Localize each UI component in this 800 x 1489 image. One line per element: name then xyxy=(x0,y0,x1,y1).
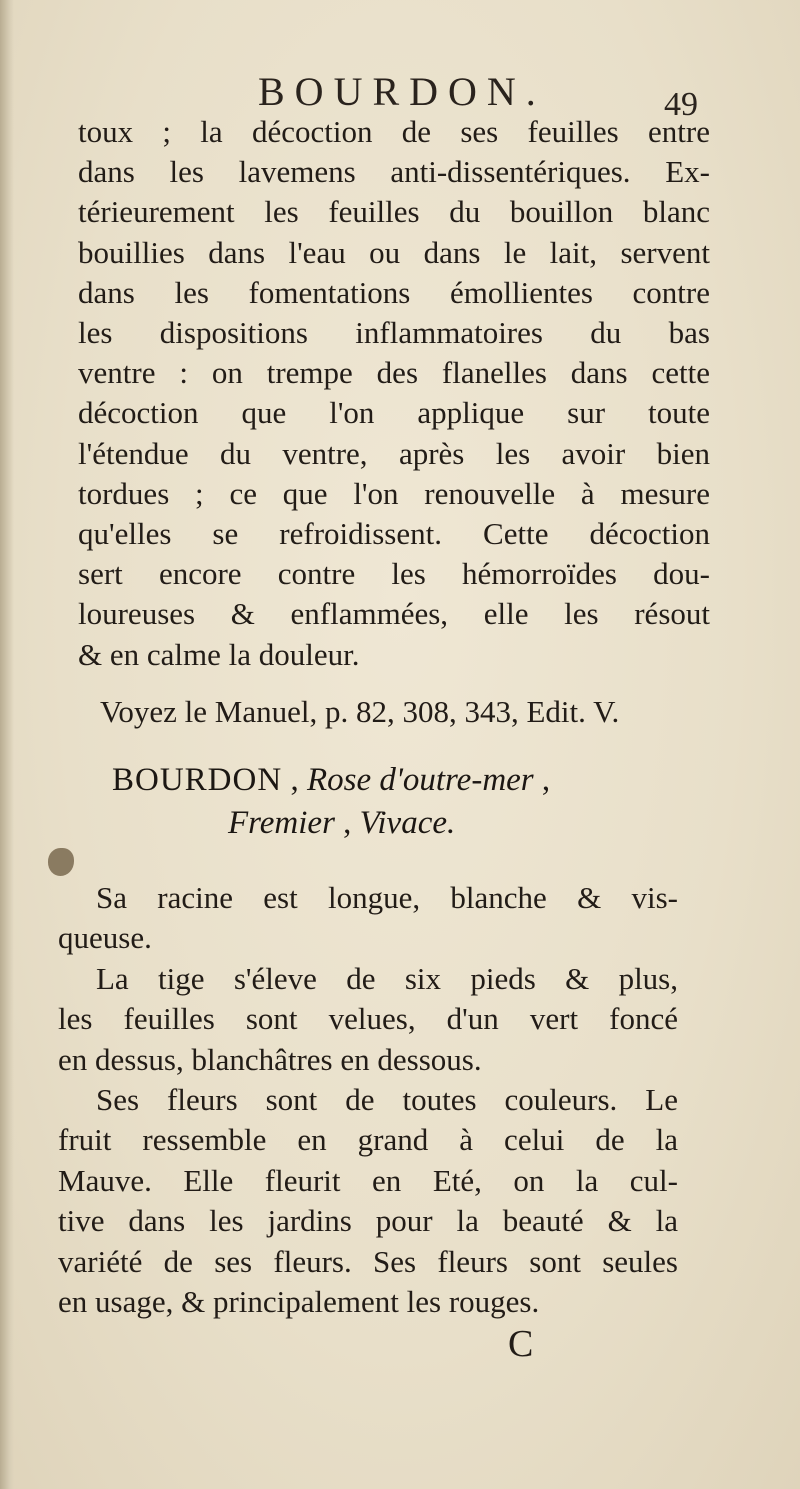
body-paragraph xyxy=(78,112,710,675)
desc-line: Mauve. Elle fleurit en Eté, on la cul- xyxy=(58,1162,678,1198)
desc-line: Sa racine est longue, blanche & vis- xyxy=(96,880,678,915)
desc-line: variété de ses fleurs. Ses fleurs sont seules xyxy=(58,1243,678,1279)
desc-line: queuse. xyxy=(58,920,152,956)
entry-separator: , xyxy=(533,762,551,798)
body-line: dans les lavemens anti-dissentériques. Ex- xyxy=(78,154,710,190)
body-line: ventre : on trempe des flanelles dans cette xyxy=(78,355,710,391)
desc-line: en usage, & principalement les rouges. xyxy=(58,1284,540,1320)
body-line: tordues ; ce que l'on renouvelle à mesure xyxy=(78,475,710,511)
entry-name: BOURDON xyxy=(112,762,283,798)
body-line: les dispositions inflammatoires du bas xyxy=(78,315,710,351)
desc-line: tive dans les jardins pour la beauté & la xyxy=(58,1203,678,1239)
page-number: 49 xyxy=(664,86,698,123)
page-spine-shadow xyxy=(0,0,14,1489)
signature-mark: C xyxy=(508,1323,534,1365)
body-line: térieurement les feuilles du bouillon blanc xyxy=(78,194,710,230)
running-head: BOURDON. xyxy=(258,69,546,114)
entry-heading xyxy=(112,762,672,842)
body-line: & en calme la douleur. xyxy=(78,636,360,672)
entry-separator: , xyxy=(334,805,360,841)
body-line: décoction que l'on applique sur toute xyxy=(78,395,710,431)
desc-line: La tige s'éleve de six pieds & plus, xyxy=(96,960,678,996)
body-line: dans les fomentations émollientes contre xyxy=(78,274,710,310)
entry-alias-vivace: Vivace. xyxy=(359,805,456,841)
entry-description xyxy=(58,878,678,1322)
entry-alias-rose: Rose d'outre-mer xyxy=(306,762,534,798)
manual-reference: Voyez le Manuel, p. 82, 308, 343, Edit. V. xyxy=(100,694,620,729)
entry-separator: , xyxy=(282,762,307,798)
body-line: qu'elles se refroidissent. Cette décoction xyxy=(78,516,710,552)
desc-line: les feuilles sont velues, d'un vert foncé xyxy=(58,1001,678,1037)
page-header xyxy=(0,68,800,123)
body-line: bouillies dans l'eau ou dans le lait, servent xyxy=(78,234,710,270)
body-line: l'étendue du ventre, après les avoir bien xyxy=(78,435,710,471)
desc-line: Ses fleurs sont de toutes couleurs. Le xyxy=(96,1082,678,1118)
body-line: loureuses & enflammées, elle les résout xyxy=(78,596,710,632)
desc-line: en dessus, blanchâtres en dessous. xyxy=(58,1041,482,1077)
desc-line: fruit ressemble en grand à celui de la xyxy=(58,1122,678,1158)
entry-alias-fremier: Fremier xyxy=(228,805,335,841)
body-line: sert encore contre les hémorroïdes dou- xyxy=(78,556,710,592)
ink-stain xyxy=(48,848,74,876)
body-line: toux ; la décoction de ses feuilles entre xyxy=(78,114,710,149)
